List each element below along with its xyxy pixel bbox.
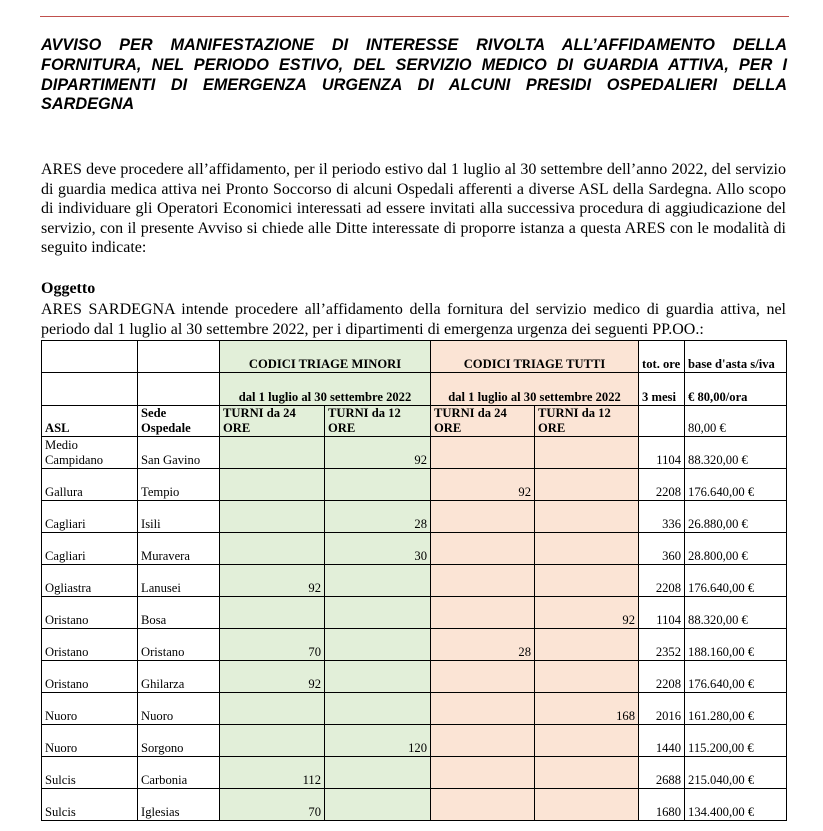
cell-tutti-12 [535, 661, 639, 693]
cell-tot-ore: 1680 [639, 789, 685, 821]
cell-tutti-24 [431, 533, 535, 565]
cell-minori-12 [325, 597, 431, 629]
cell-tutti-12: 168 [535, 693, 639, 725]
cell-tot-ore: 2016 [639, 693, 685, 725]
table-row [42, 565, 787, 597]
cell-minori-24: 92 [220, 565, 325, 597]
cell-tutti-24 [431, 789, 535, 821]
section-paragraph: ARES SARDEGNA intende procedere all’affidamento della fornitura del servizio medico di guardia attiva, nel periodo dal 1 luglio al 30 settembre 2022, per i dipartimenti di emergenza urgenza dei seguenti PP.OO.: [41, 301, 786, 338]
cell-sede: Isili [138, 501, 220, 533]
cell-tutti-12 [535, 565, 639, 597]
cell-base-asta: 188.160,00 € [685, 629, 787, 661]
header-hourly: 80,00 € [685, 406, 787, 437]
cell-sede: Sorgono [138, 725, 220, 757]
cell-minori-24 [220, 597, 325, 629]
cell-sede: Muravera [138, 533, 220, 565]
cell-asl: Medio Campidano [42, 437, 138, 469]
cell-asl: Sulcis [42, 789, 138, 821]
header-cell-empty [138, 341, 220, 373]
cell-minori-12 [325, 757, 431, 789]
cell-minori-12 [325, 661, 431, 693]
facilities-table [41, 340, 787, 821]
header-turni12-tutti: TURNI da 12 ORE [535, 406, 639, 437]
cell-minori-24: 70 [220, 789, 325, 821]
cell-base-asta: 176.640,00 € [685, 469, 787, 501]
cell-base-asta: 161.280,00 € [685, 693, 787, 725]
cell-sede: San Gavino [138, 437, 220, 469]
cell-tutti-24 [431, 501, 535, 533]
header-three-months: 3 mesi [639, 373, 685, 406]
table-row [42, 629, 787, 661]
cell-minori-24 [220, 501, 325, 533]
cell-sede: Ghilarza [138, 661, 220, 693]
cell-minori-24 [220, 533, 325, 565]
header-row-groups [42, 341, 787, 373]
cell-tutti-12 [535, 629, 639, 661]
cell-sede: Iglesias [138, 789, 220, 821]
cell-sede: Tempio [138, 469, 220, 501]
cell-tutti-24 [431, 757, 535, 789]
cell-sede: Oristano [138, 629, 220, 661]
cell-sede: Carbonia [138, 757, 220, 789]
table-row [42, 789, 787, 821]
group-header-tutti: CODICI TRIAGE TUTTI [431, 341, 639, 373]
cell-base-asta: 134.400,00 € [685, 789, 787, 821]
header-row-period [42, 373, 787, 406]
cell-base-asta: 88.320,00 € [685, 437, 787, 469]
cell-minori-12 [325, 693, 431, 725]
cell-tot-ore: 1440 [639, 725, 685, 757]
cell-tutti-12 [535, 533, 639, 565]
cell-tot-ore: 2208 [639, 661, 685, 693]
header-rule [40, 16, 789, 17]
cell-sede: Nuoro [138, 693, 220, 725]
header-cell-empty [42, 373, 138, 406]
cell-tutti-12 [535, 501, 639, 533]
cell-minori-12: 120 [325, 725, 431, 757]
header-asl: ASL [42, 406, 138, 437]
cell-base-asta: 215.040,00 € [685, 757, 787, 789]
cell-tot-ore: 1104 [639, 437, 685, 469]
cell-minori-24 [220, 693, 325, 725]
header-cell-empty [639, 406, 685, 437]
cell-minori-12: 92 [325, 437, 431, 469]
cell-tot-ore: 2208 [639, 565, 685, 597]
cell-minori-24: 70 [220, 629, 325, 661]
table-row [42, 757, 787, 789]
cell-tutti-12: 92 [535, 597, 639, 629]
cell-minori-12: 30 [325, 533, 431, 565]
cell-minori-24 [220, 437, 325, 469]
cell-base-asta: 88.320,00 € [685, 597, 787, 629]
cell-asl: Cagliari [42, 501, 138, 533]
table-body [42, 341, 787, 821]
intro-paragraph: ARES deve procedere all’affidamento, per il periodo estivo dal 1 luglio al 30 settembre dell’anno 2022, del servizio di guardia medica attiva nei Pronto Soccorso di alcuni Ospedali afferenti a diverse ASL della Sardegna. Allo scopo di individuare gli Operatori Economici interessati ad essere invitati alla successiva procedura di aggiudicazione del servizio, con il presente Avviso si chiede alle Ditte interessate di proporre istanza a questa ARES con le modalità di seguito indicate: [41, 161, 786, 256]
cell-minori-24: 112 [220, 757, 325, 789]
cell-minori-12 [325, 469, 431, 501]
table-row [42, 661, 787, 693]
cell-asl: Ogliastra [42, 565, 138, 597]
group-header-minori: CODICI TRIAGE MINORI [220, 341, 431, 373]
cell-tutti-24: 28 [431, 629, 535, 661]
cell-base-asta: 176.640,00 € [685, 565, 787, 597]
cell-base-asta: 176.640,00 € [685, 661, 787, 693]
header-turni24-tutti: TURNI da 24 ORE [431, 406, 535, 437]
header-row-columns [42, 406, 787, 437]
table-row [42, 725, 787, 757]
cell-minori-12 [325, 565, 431, 597]
table-row [42, 469, 787, 501]
cell-tot-ore: 2688 [639, 757, 685, 789]
cell-sede: Lanusei [138, 565, 220, 597]
cell-asl: Oristano [42, 661, 138, 693]
table-row [42, 693, 787, 725]
cell-tot-ore: 336 [639, 501, 685, 533]
cell-tutti-24 [431, 661, 535, 693]
cell-asl: Gallura [42, 469, 138, 501]
cell-minori-12 [325, 789, 431, 821]
cell-minori-12 [325, 629, 431, 661]
cell-asl: Oristano [42, 629, 138, 661]
cell-tot-ore: 360 [639, 533, 685, 565]
header-cell-empty [138, 373, 220, 406]
cell-tutti-24 [431, 725, 535, 757]
header-turni12-minori: TURNI da 12 ORE [325, 406, 431, 437]
cell-minori-12: 28 [325, 501, 431, 533]
section-heading: Oggetto [41, 280, 96, 297]
header-sede: Sede Ospedale [138, 406, 220, 437]
cell-asl: Sulcis [42, 757, 138, 789]
table-row [42, 597, 787, 629]
cell-asl: Oristano [42, 597, 138, 629]
cell-tutti-24 [431, 437, 535, 469]
cell-tutti-12 [535, 757, 639, 789]
cell-tutti-24: 92 [431, 469, 535, 501]
cell-minori-24: 92 [220, 661, 325, 693]
cell-base-asta: 115.200,00 € [685, 725, 787, 757]
table-row [42, 533, 787, 565]
cell-tot-ore: 2352 [639, 629, 685, 661]
cell-asl: Nuoro [42, 725, 138, 757]
cell-tutti-24 [431, 693, 535, 725]
cell-tutti-12 [535, 725, 639, 757]
header-rate: € 80,00/ora [685, 373, 787, 406]
table-row [42, 501, 787, 533]
cell-tot-ore: 2208 [639, 469, 685, 501]
document-title: AVVISO PER MANIFESTAZIONE DI INTERESSE RIVOLTA ALL’AFFIDAMENTO DELLA FORNITURA, NEL PERIODO ESTIVO, DEL SERVIZIO MEDICO DI GUARDIA ATTIVA, PER I DIPARTIMENTI DI EMERGENZA URGENZA DI ALCUNI PRESIDI OSPEDALIERI DELLA SARDEGNA [41, 36, 787, 114]
cell-minori-24 [220, 469, 325, 501]
cell-tutti-24 [431, 565, 535, 597]
table-row [42, 437, 787, 469]
header-base-asta: base d'asta s/iva [685, 341, 787, 373]
cell-tutti-24 [431, 597, 535, 629]
cell-asl: Nuoro [42, 693, 138, 725]
cell-tutti-12 [535, 469, 639, 501]
period-minori: dal 1 luglio al 30 settembre 2022 [220, 373, 431, 406]
cell-tot-ore: 1104 [639, 597, 685, 629]
cell-tutti-12 [535, 437, 639, 469]
cell-base-asta: 28.800,00 € [685, 533, 787, 565]
header-turni24-minori: TURNI da 24 ORE [220, 406, 325, 437]
header-cell-empty [42, 341, 138, 373]
cell-base-asta: 26.880,00 € [685, 501, 787, 533]
header-tot-ore: tot. ore [639, 341, 685, 373]
period-tutti: dal 1 luglio al 30 settembre 2022 [431, 373, 639, 406]
cell-sede: Bosa [138, 597, 220, 629]
cell-asl: Cagliari [42, 533, 138, 565]
cell-minori-24 [220, 725, 325, 757]
cell-tutti-12 [535, 789, 639, 821]
